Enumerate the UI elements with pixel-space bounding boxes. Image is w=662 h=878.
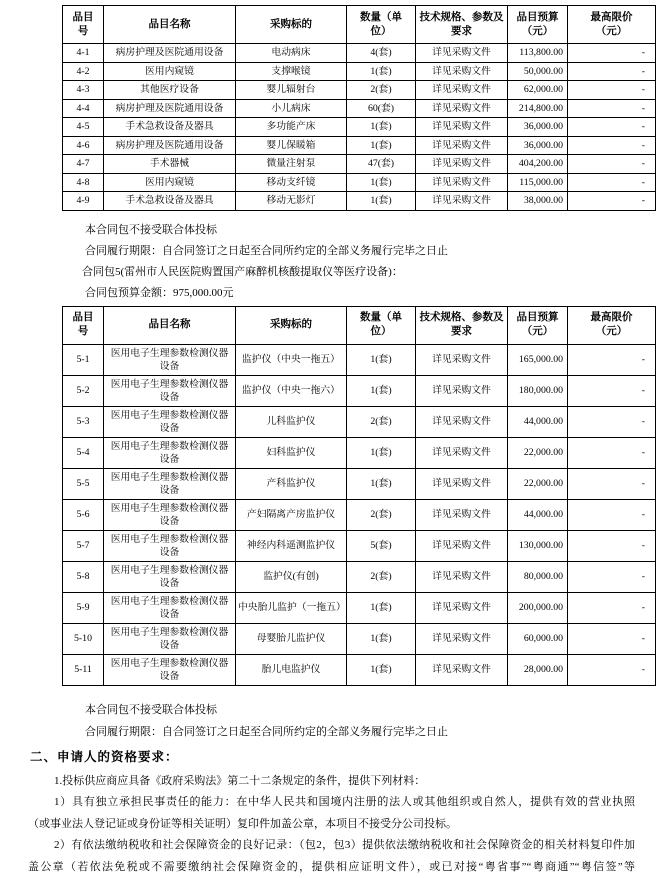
package5-title: 合同包5(雷州市人民医院购置国产麻醉机核酸提取仪等医疗设备)： [82,265,403,278]
cell-name: 医用内窥镜 [104,173,236,192]
column-header-spec [416,306,508,344]
cell-target: 电动病床 [236,44,347,63]
table-row [63,561,656,592]
table-row [63,155,656,174]
cell-qty: 4(套) [347,44,416,63]
cell-id: 5-8 [63,561,104,592]
table-row [63,118,656,137]
column-header-budget-text: 品目预算（元） [516,312,559,337]
column-header-spec-text: 技术规格、参数及要求 [419,312,504,337]
cell-budget: 36,000.00 [508,136,568,155]
cell-id: 5-3 [63,406,104,437]
cell-name: 医用电子生理参数检测仪器设备 [104,530,236,561]
package5-notes [85,699,662,743]
table-row [63,530,656,561]
cell-spec: 详见采购文件 [416,81,508,100]
column-header-price-limit-text: 最高限价（元） [590,312,633,337]
cell-name: 病房护理及医院通用设备 [104,99,236,118]
cell-qty: 2(套) [347,561,416,592]
cell-qty: 1(套) [347,173,416,192]
package5-table-body [63,344,656,685]
column-header-item-name [104,6,236,44]
header-row [63,306,656,344]
qualification-line: 1.投标供应商应具备《政府采购法》第二十二条规定的条件，提供下列材料： [54,774,426,787]
cell-qty: 2(套) [347,81,416,100]
column-header-target-text: 采购标的 [270,18,312,30]
cell-spec: 详见采购文件 [416,192,508,211]
qualification-line: （或事业法人登记证或身份证等相关证明）复印件加盖公章，本项目不接受分公司投标。 [28,817,457,830]
table-row [63,44,656,63]
cell-id: 4-2 [63,62,104,81]
cell-limit: - [568,437,656,468]
cell-target: 儿科监护仪 [236,406,347,437]
cell-id: 5-1 [63,344,104,375]
cell-target: 移动无影灯 [236,192,347,211]
cell-name: 病房护理及医院通用设备 [104,136,236,155]
cell-target: 产妇隔离产房监护仪 [236,499,347,530]
package5-table-header [63,306,656,344]
table-row [63,406,656,437]
cell-name: 病房护理及医院通用设备 [104,44,236,63]
cell-target: 监护仪（中央一拖五） [236,344,347,375]
cell-spec: 详见采购文件 [416,406,508,437]
cell-budget: 22,000.00 [508,468,568,499]
cell-id: 5-2 [63,375,104,406]
table-row [63,375,656,406]
contract-period-note: 合同履行期限：自合同签订之日起至合同所约定的全部义务履行完毕之日止 [85,725,448,738]
column-header-item-no-text: 品目号 [72,312,94,337]
cell-qty: 1(套) [347,344,416,375]
cell-target: 母婴胎儿监护仪 [236,623,347,654]
cell-id: 4-5 [63,118,104,137]
cell-target: 监护仪(有创) [236,561,347,592]
cell-id: 4-9 [63,192,104,211]
package4-table-body [63,44,656,211]
cell-spec: 详见采购文件 [416,499,508,530]
package4-notes [82,220,662,304]
cell-spec: 详见采购文件 [416,530,508,561]
cell-budget: 28,000.00 [508,654,568,685]
table-row [63,81,656,100]
cell-budget: 130,000.00 [508,530,568,561]
cell-id: 5-10 [63,623,104,654]
package4-table [62,5,656,211]
column-header-item-no-text: 品目号 [72,11,94,37]
package4-table-header [63,6,656,44]
cell-id: 5-5 [63,468,104,499]
column-header-budget [508,6,568,44]
cell-limit: - [568,561,656,592]
column-header-item-no [63,306,104,344]
cell-target: 胎儿电监护仪 [236,654,347,685]
cell-limit: - [568,118,656,137]
section2-paragraphs [28,771,635,878]
section2-heading: 二、申请人的资格要求： [30,749,179,764]
qualification-line: 2）有依法缴纳税收和社会保障资金的良好记录：（包2，包3）提供依法缴纳税收和社会保障资金的相关材料复印件加 [54,839,635,851]
column-header-price-limit-text: 最高限价（元） [590,11,633,37]
cell-budget: 180,000.00 [508,375,568,406]
cell-limit: - [568,136,656,155]
cell-name: 手术急救设备及器具 [104,192,236,211]
cell-id: 4-3 [63,81,104,100]
column-header-price-limit [568,6,656,44]
cell-name: 医用内窥镜 [104,62,236,81]
cell-limit: - [568,468,656,499]
cell-target: 小儿病床 [236,99,347,118]
cell-qty: 1(套) [347,623,416,654]
column-header-target-text: 采购标的 [270,319,312,330]
cell-qty: 1(套) [347,62,416,81]
cell-spec: 详见采购文件 [416,136,508,155]
cell-spec: 详见采购文件 [416,623,508,654]
cell-limit: - [568,623,656,654]
cell-target: 微量注射泵 [236,155,347,174]
cell-name: 医用电子生理参数检测仪器设备 [104,592,236,623]
cell-spec: 详见采购文件 [416,592,508,623]
cell-spec: 详见采购文件 [416,344,508,375]
cell-limit: - [568,654,656,685]
cell-spec: 详见采购文件 [416,654,508,685]
cell-qty: 47(套) [347,155,416,174]
column-header-item-name-text: 品目名称 [148,319,191,330]
contract-period-note: 合同履行期限：自合同签订之日起至合同所约定的全部义务履行完毕之日止 [85,244,448,257]
cell-limit: - [568,192,656,211]
cell-name: 医用电子生理参数检测仪器设备 [104,561,236,592]
cell-target: 婴儿保暖箱 [236,136,347,155]
cell-limit: - [568,499,656,530]
cell-name: 医用电子生理参数检测仪器设备 [104,437,236,468]
cell-budget: 80,000.00 [508,561,568,592]
cell-qty: 1(套) [347,192,416,211]
cell-spec: 详见采购文件 [416,62,508,81]
qualification-line: 1）具有独立承担民事责任的能力：在中华人民共和国境内注册的法人或其他组织或自然人，提供有效的营业执照 [54,796,635,808]
cell-budget: 165,000.00 [508,344,568,375]
table-row [63,468,656,499]
package5-table [62,306,656,686]
table-row [63,99,656,118]
cell-budget: 44,000.00 [508,406,568,437]
cell-spec: 详见采购文件 [416,468,508,499]
column-header-item-name-text: 品目名称 [148,18,191,30]
cell-target: 支撑喉镜 [236,62,347,81]
table-row [63,592,656,623]
cell-qty: 1(套) [347,654,416,685]
qualification-line: 盖公章（若依法免税或不需要缴纳社会保障资金的，提供相应证明文件），或已对接“粤省事”“粤商通”“粤信签”等 [28,860,635,873]
cell-limit: - [568,173,656,192]
cell-id: 4-7 [63,155,104,174]
cell-id: 5-6 [63,499,104,530]
cell-id: 4-6 [63,136,104,155]
table-row [63,173,656,192]
cell-spec: 详见采购文件 [416,437,508,468]
cell-budget: 404,200.00 [508,155,568,174]
cell-name: 医用电子生理参数检测仪器设备 [104,499,236,530]
table-row [63,654,656,685]
cell-budget: 38,000.00 [508,192,568,211]
cell-budget: 200,000.00 [508,592,568,623]
column-header-item-no [63,6,104,44]
cell-limit: - [568,530,656,561]
cell-limit: - [568,592,656,623]
cell-name: 医用电子生理参数检测仪器设备 [104,406,236,437]
cell-name: 医用电子生理参数检测仪器设备 [104,375,236,406]
cell-budget: 22,000.00 [508,437,568,468]
cell-target: 多功能产床 [236,118,347,137]
cell-budget: 113,800.00 [508,44,568,63]
header-row [63,6,656,44]
cell-name: 医用电子生理参数检测仪器设备 [104,344,236,375]
cell-target: 产科监护仪 [236,468,347,499]
cell-spec: 详见采购文件 [416,44,508,63]
cell-qty: 60(套) [347,99,416,118]
table-row [63,623,656,654]
cell-qty: 2(套) [347,499,416,530]
column-header-target [236,306,347,344]
cell-target: 中央胎儿监护（一拖五） [236,592,347,623]
cell-name: 医用电子生理参数检测仪器设备 [104,623,236,654]
cell-spec: 详见采购文件 [416,155,508,174]
column-header-item-name [104,306,236,344]
cell-qty: 1(套) [347,118,416,137]
column-header-quantity [347,6,416,44]
cell-budget: 36,000.00 [508,118,568,137]
cell-limit: - [568,62,656,81]
cell-id: 5-4 [63,437,104,468]
cell-qty: 2(套) [347,406,416,437]
cell-budget: 214,800.00 [508,99,568,118]
cell-budget: 50,000.00 [508,62,568,81]
cell-target: 神经内科遥测监护仪 [236,530,347,561]
cell-limit: - [568,44,656,63]
cell-budget: 60,000.00 [508,623,568,654]
cell-qty: 1(套) [347,437,416,468]
cell-limit: - [568,406,656,437]
no-consortium-note: 本合同包不接受联合体投标 [85,223,217,236]
column-header-target [236,6,347,44]
table-row [63,437,656,468]
cell-id: 4-4 [63,99,104,118]
cell-name: 医用电子生理参数检测仪器设备 [104,654,236,685]
cell-id: 4-8 [63,173,104,192]
table-row [63,136,656,155]
cell-target: 监护仪（中央一拖六） [236,375,347,406]
cell-spec: 详见采购文件 [416,99,508,118]
cell-qty: 1(套) [347,375,416,406]
table-row [63,344,656,375]
column-header-budget [508,306,568,344]
package5-budget: 合同包预算金额：975,000.00元 [85,286,234,299]
cell-target: 妇科监护仪 [236,437,347,468]
column-header-spec-text: 技术规格、参数及要求 [419,11,504,37]
cell-limit: - [568,99,656,118]
cell-qty: 1(套) [347,468,416,499]
cell-id: 5-11 [63,654,104,685]
cell-name: 手术急救设备及器具 [104,118,236,137]
no-consortium-note: 本合同包不接受联合体投标 [85,703,217,716]
cell-limit: - [568,344,656,375]
cell-budget: 115,000.00 [508,173,568,192]
column-header-quantity [347,306,416,344]
cell-limit: - [568,375,656,406]
cell-budget: 44,000.00 [508,499,568,530]
table-row [63,62,656,81]
column-header-price-limit [568,306,656,344]
cell-spec: 详见采购文件 [416,118,508,137]
cell-limit: - [568,155,656,174]
cell-target: 移动支纤镜 [236,173,347,192]
cell-name: 其他医疗设备 [104,81,236,100]
cell-spec: 详见采购文件 [416,173,508,192]
cell-name: 手术器械 [104,155,236,174]
cell-spec: 详见采购文件 [416,561,508,592]
cell-qty: 1(套) [347,136,416,155]
table-row [63,499,656,530]
table-row [63,192,656,211]
cell-target: 婴儿辐射台 [236,81,347,100]
cell-spec: 详见采购文件 [416,375,508,406]
cell-id: 4-1 [63,44,104,63]
cell-qty: 1(套) [347,592,416,623]
cell-qty: 5(套) [347,530,416,561]
cell-name: 医用电子生理参数检测仪器设备 [104,468,236,499]
column-header-quantity-text: 数量（单位） [360,11,402,37]
cell-id: 5-7 [63,530,104,561]
column-header-budget-text: 品目预算（元） [516,11,559,37]
column-header-quantity-text: 数量（单位） [360,312,402,337]
cell-budget: 62,000.00 [508,81,568,100]
cell-limit: - [568,81,656,100]
cell-id: 5-9 [63,592,104,623]
column-header-spec [416,6,508,44]
